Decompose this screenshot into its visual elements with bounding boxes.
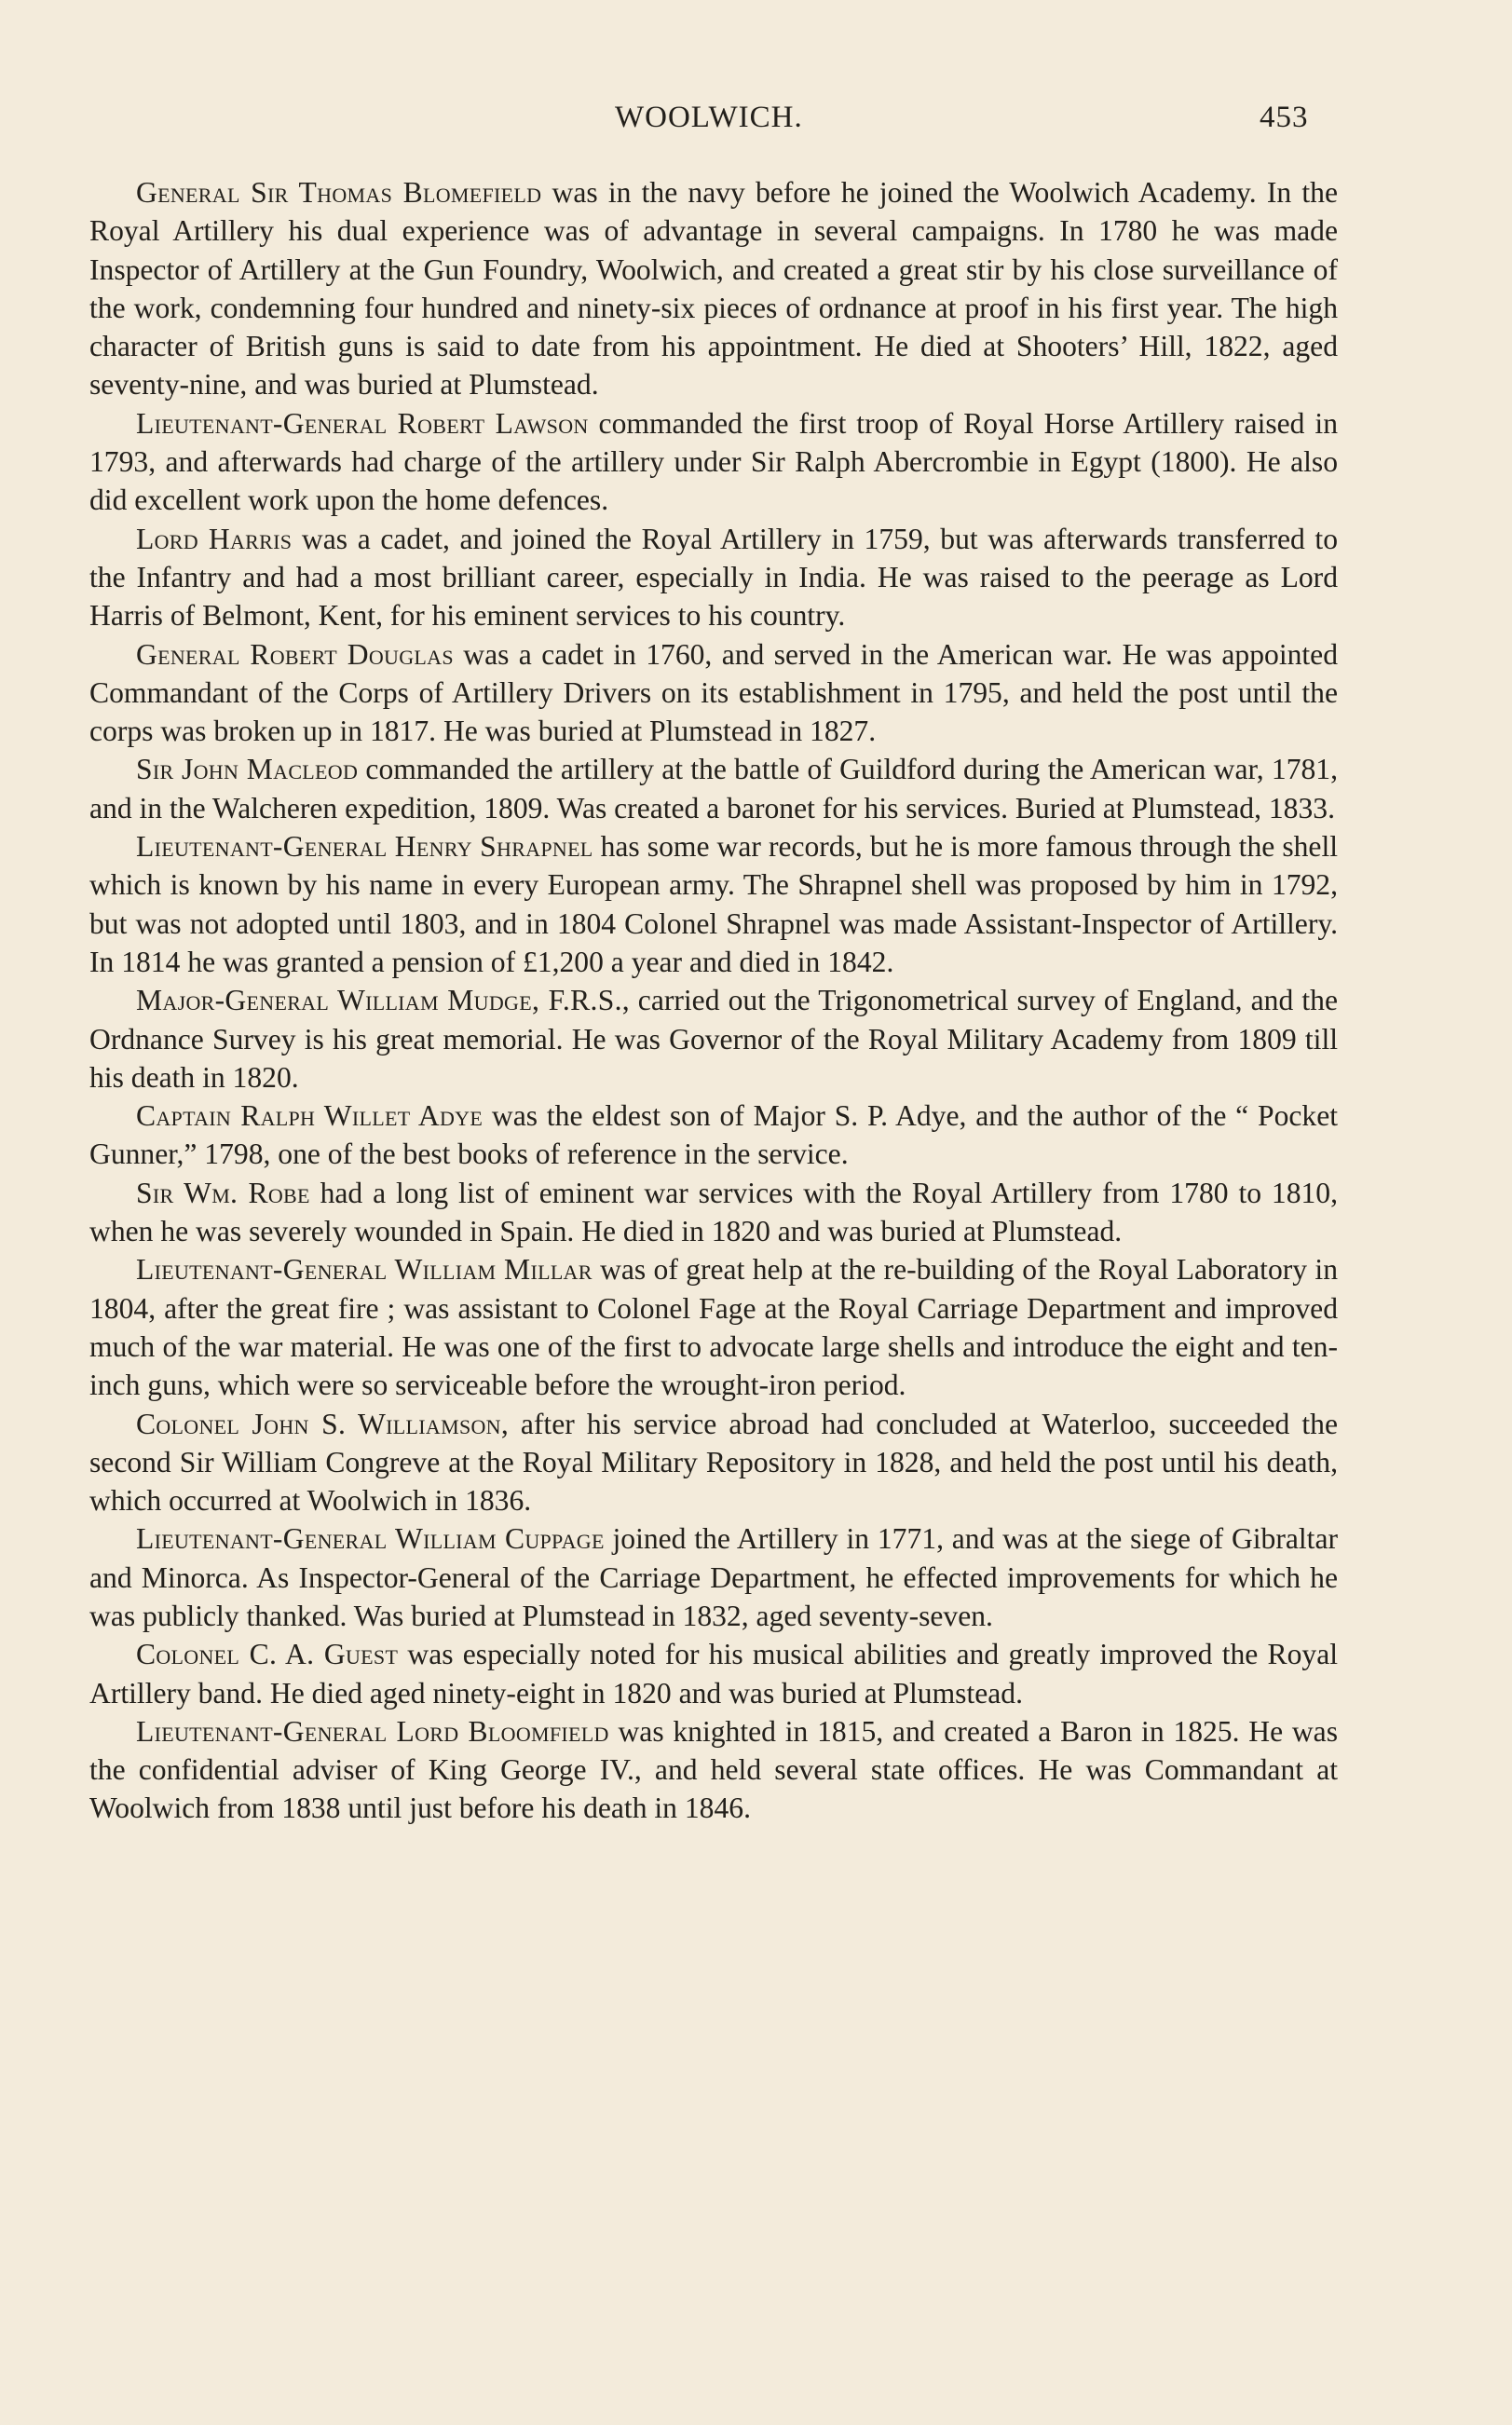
entry-text: was of great help at the re-building of the Royal Laboratory in 1804, after the great fire ; was assistant to Colonel Fage at the Royal Carriage Department and improved much of the war material. He was one of the first to advocate large shells and introduce the eight and ten-inch guns, which were so serviceable before the wrought-iron period. <box>89 1253 1339 1402</box>
entry-guest <box>89 1635 1338 1712</box>
entry-text: had a long list of eminent war services with the Royal Artillery from 1780 to 1810, when he was severely wounded in Spain. He died in 1820 and was buried at Plumstead. <box>89 1176 1338 1248</box>
entry-text: commanded the first troop of Royal Horse Artillery raised in 1793, and afterwards had charge of the artillery under Sir Ralph Abercrombie in Egypt (1800). He also did excellent work upon the home defences. <box>89 406 1338 517</box>
entry-name: Lord Harris <box>136 522 293 555</box>
entry-douglas <box>89 635 1338 751</box>
entry-text: was a cadet, and joined the Royal Artillery in 1759, but was afterwards transferred to the Infantry and had a most brilliant career, especially in India. He was raised to the peerage as Lord Harris of Belmont, Kent, for his eminent services to his country. <box>89 522 1339 633</box>
page-header <box>0 101 1512 147</box>
entry-name: Major-General William Mudge, F.R.S. <box>136 984 622 1017</box>
entry-robe <box>89 1174 1338 1251</box>
entry-name: Lieutenant-General William Cuppage <box>136 1522 605 1556</box>
entry-lawson <box>89 404 1338 520</box>
entry-name: Colonel C. A. Guest <box>136 1638 399 1671</box>
entry-name: Lieutenant-General William Millar <box>136 1253 593 1287</box>
entry-mudge <box>89 981 1338 1097</box>
entry-text: joined the Artillery in 1771, and was at the siege of Gibraltar and Minorca. As Inspector-General of the Carriage Department, he effected improvements for which he was publicly thanked. Was buried at Plumstead in 1832, aged seventy-seven. <box>89 1522 1338 1632</box>
entry-bloomfield <box>89 1712 1338 1828</box>
entry-adye <box>89 1097 1338 1174</box>
page-number: 453 <box>1260 101 1309 134</box>
entry-name: General Sir Thomas Blomefield <box>136 176 542 209</box>
entry-name: Captain Ralph Willet Adye <box>136 1099 484 1133</box>
entry-millar <box>89 1250 1338 1404</box>
entry-blomefield <box>89 173 1338 404</box>
entry-text: was knighted in 1815, and created a Baron in 1825. He was the confidential adviser of King George IV., and held several state offices. He was Commandant at Woolwich from 1838 until just before his death in 1846. <box>89 1714 1338 1825</box>
entry-text: commanded the artillery at the battle of Guildford during the American war, 1781, and in the Walcheren expedition, 1809. Was created a baronet for his services. Buried at Plumstead, 1833. <box>89 753 1338 824</box>
entry-text: was especially noted for his musical abilities and greatly improved the Royal Artillery band. He died aged ninety-eight in 1820 and was buried at Plumstead. <box>89 1638 1338 1710</box>
entry-text: was in the navy before he joined the Woolwich Academy. In the Royal Artillery his dual experience was of advantage in several campaigns. In 1780 he was made Inspector of Artillery at the Gun Foundry, Woolwich, and created a great stir by his close surveillance of the work, condemning four hundred and ninety-six pieces of ordnance at proof in his first year. The high character of British guns is said to date from his appointment. He died at Shooters’ Hill, 1822, aged seventy-nine, and was buried at Plumstead. <box>89 176 1338 402</box>
entry-text: was a cadet in 1760, and served in the American war. He was appointed Commandant of the Corps of Artillery Drivers on its establishment in 1795, and held the post until the corps was broken up in 1817. He was buried at Plumstead in 1827. <box>89 637 1338 748</box>
body-text <box>89 173 1338 1828</box>
entry-text: , carried out the Trigonometrical survey of England, and the Ordnance Survey is his great memorial. He was Governor of the Royal Military Academy from 1809 till his death in 1820. <box>89 984 1338 1094</box>
entry-macleod <box>89 750 1338 827</box>
entry-shrapnel <box>89 827 1338 981</box>
entry-name: General Robert Douglas <box>136 637 454 671</box>
entry-name: Sir John Macleod <box>136 753 359 786</box>
entry-name: Lieutenant-General Lord Bloomfield <box>136 1714 609 1748</box>
entry-text: has some war records, but he is more famous through the shell which is known by his name in every European army. The Shrapnel shell was proposed by him in 1792, but was not adopted until 1803, and in 1804 Colonel Shrapnel was made Assistant-Inspector of Artillery. In 1814 he was granted a pension of £1,200 a year and died in 1842. <box>89 830 1338 978</box>
entry-cuppage <box>89 1519 1338 1635</box>
entry-name: Sir Wm. Robe <box>136 1176 310 1209</box>
running-head: WOOLWICH. <box>615 101 803 134</box>
entry-name: Lieutenant-General Robert Lawson <box>136 406 589 440</box>
entry-williamson <box>89 1405 1338 1520</box>
entry-text: was the eldest son of Major S. P. Adye, and the author of the “ Pocket Gunner,” 1798, one of the best books of reference in the service. <box>89 1099 1339 1171</box>
entry-text: , after his service abroad had concluded at Waterloo, succeeded the second Sir William Congreve at the Royal Military Repository in 1828, and held the post until his death, which occurred at Woolwich in 1836. <box>89 1407 1338 1518</box>
entry-name: Colonel John S. Williamson <box>136 1407 501 1440</box>
entry-harris <box>89 520 1338 635</box>
entry-name: Lieutenant-General Henry Shrapnel <box>136 830 593 864</box>
